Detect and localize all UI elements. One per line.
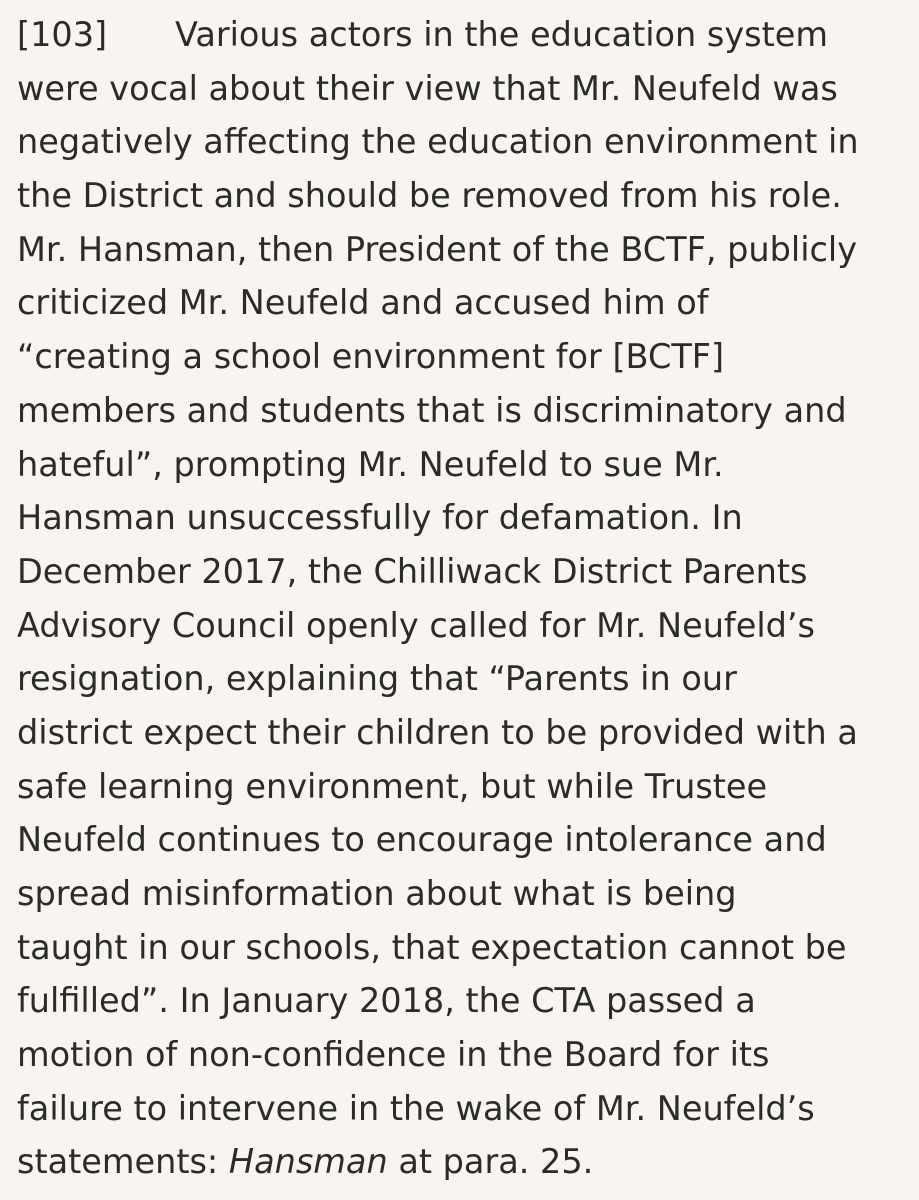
paragraph-line-21: failure to intervene in the wake of Mr. Neufeld’s: [17, 1088, 815, 1128]
last-line-prefix: statements:: [17, 1142, 229, 1182]
paragraph-number: [103]: [17, 15, 108, 54]
paragraph-line-14: district expect their children to be provided with a: [17, 712, 858, 752]
paragraph-line-15: safe learning environment, but while Trustee: [17, 766, 768, 806]
paragraph-line-8: members and students that is discriminatory and: [17, 390, 847, 430]
paragraph-line-20: motion of non-confidence in the Board for its: [17, 1035, 770, 1075]
paragraph-line-2: were vocal about their view that Mr. Neufeld was: [17, 68, 838, 108]
paragraph-line-19: fulfilled”. In January 2018, the CTA passed a: [17, 981, 756, 1021]
paragraph-line-3: negatively affecting the education environment in: [17, 122, 859, 162]
paragraph-line-7: “creating a school environment for [BCTF]: [17, 337, 725, 377]
paragraph-line-18: taught in our schools, that expectation cannot be: [17, 927, 847, 967]
paragraph-line-5: Mr. Hansman, then President of the BCTF, publicly: [17, 229, 858, 269]
paragraph-text: Various actors in the education system: [175, 15, 829, 54]
case-citation: Hansman: [228, 1142, 388, 1182]
paragraph-line-22: [17, 1135, 903, 1189]
paragraph-line-13: resignation, explaining that “Parents in our: [17, 659, 737, 699]
paragraph-line-16: Neufeld continues to encourage intolerance and: [17, 820, 827, 860]
paragraph-line-9: hateful”, prompting Mr. Neufeld to sue Mr.: [17, 444, 724, 484]
paragraph-line-10: Hansman unsuccessfully for defamation. In: [17, 498, 743, 538]
paragraph-line-11: December 2017, the Chilliwack District Parents: [17, 551, 808, 591]
last-line-suffix: at para. 25.: [387, 1142, 594, 1182]
paragraph-line-4: the District and should be removed from his role.: [17, 176, 842, 216]
paragraph-line-1: [17, 8, 903, 62]
paragraph-line-6: criticized Mr. Neufeld and accused him of: [17, 283, 709, 323]
paragraph-line-12: Advisory Council openly called for Mr. Neufeld’s: [17, 605, 816, 645]
paragraph-line-17: spread misinformation about what is being: [17, 874, 737, 913]
